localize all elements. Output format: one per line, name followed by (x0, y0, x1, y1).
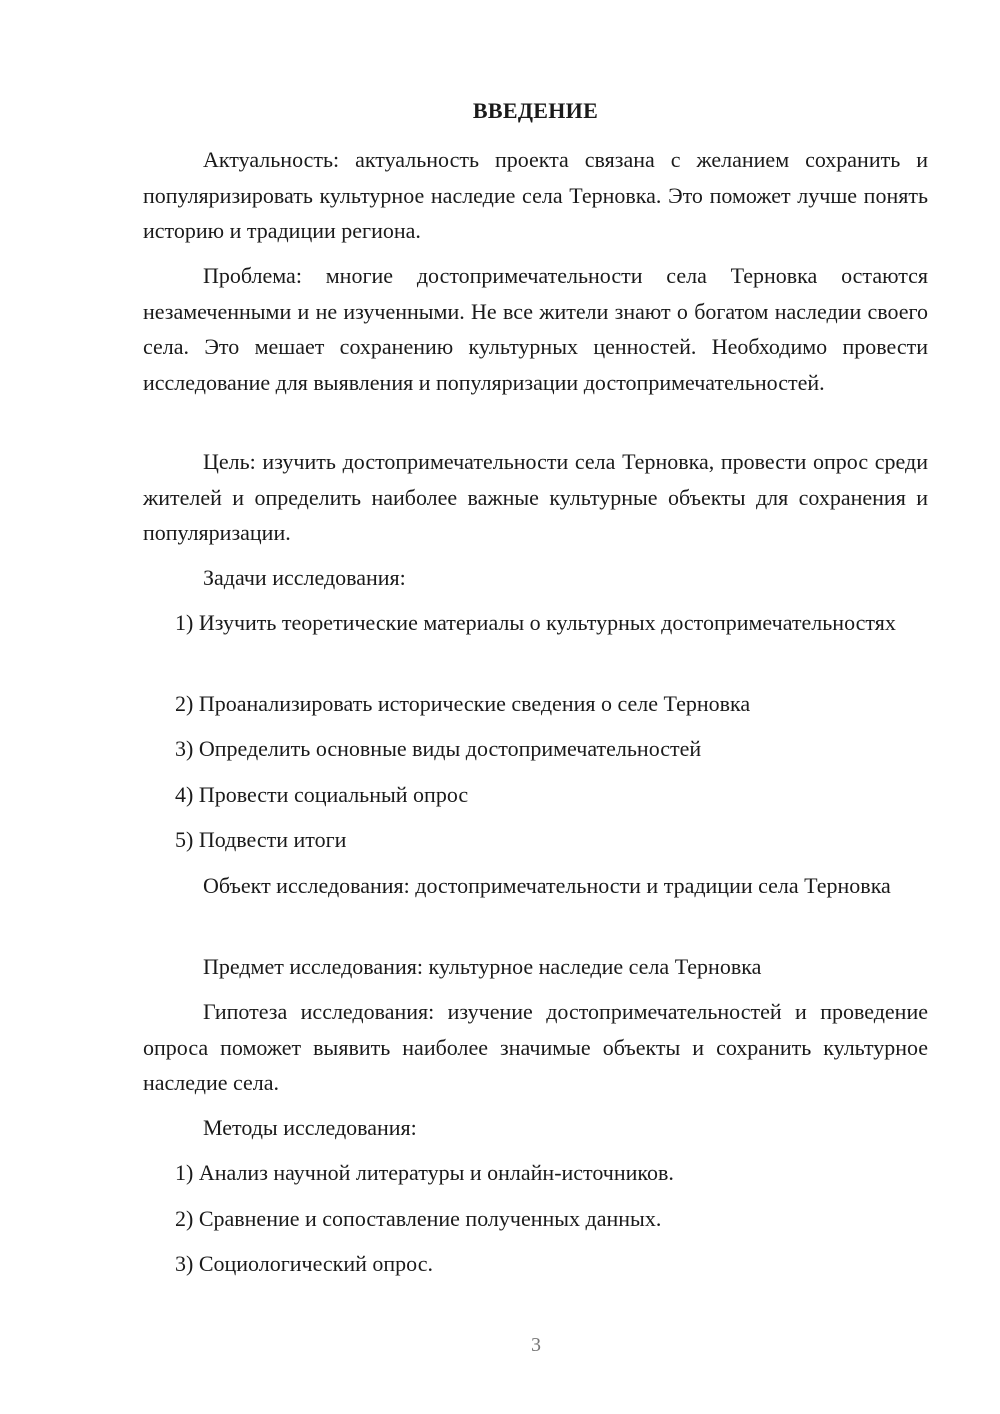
paragraph-subject: Предмет исследования: культурное наследие села Терновка (203, 954, 762, 979)
method-item: 3) Социологический опрос. (175, 1251, 433, 1276)
method-item: 2) Сравнение и сопоставление полученных данных. (175, 1206, 662, 1231)
paragraph-relevance: Актуальность: актуальность проекта связана с желанием сохранить и популяризировать культурное наследие села Терновка. Это поможет лучше понять историю и традиции региона. (143, 147, 928, 243)
task-item: 3) Определить основные виды достопримечательностей (175, 736, 702, 761)
paragraph-hypothesis: Гипотеза исследования: изучение достопримечательностей и проведение опроса поможет выявить наиболее значимые объекты и сохранить культурное наследие села. (143, 999, 928, 1095)
task-item: 1) Изучить теоретические материалы о культурных достопримечательностях (175, 610, 896, 635)
task-item: 5) Подвести итоги (175, 827, 347, 852)
method-item: 1) Анализ научной литературы и онлайн-источников. (175, 1160, 674, 1185)
task-item: 4) Провести социальный опрос (175, 782, 469, 807)
task-item: 2) Проанализировать исторические сведения о селе Терновка (175, 691, 751, 716)
paragraph-object: Объект исследования: достопримечательности и традиции села Терновка (203, 873, 891, 898)
paragraph-goal: Цель: изучить достопримечательности села Терновка, провести опрос среди жителей и определить наиболее важные культурные объекты для сохранения и популяризации. (143, 449, 928, 545)
page-title: ВВЕДЕНИЕ (472, 98, 599, 123)
paragraph-problem: Проблема: многие достопримечательности села Терновка остаются незамеченными и не изученными. Не все жители знают о богатом наследии своего села. Это мешает сохранению культурных ценностей. Необходимо провести исследование для выявления и популяризации достопримечательностей. (143, 263, 928, 395)
tasks-heading: Задачи исследования: (203, 565, 406, 590)
page-number: 3 (531, 1334, 541, 1356)
methods-heading: Методы исследования: (203, 1115, 417, 1140)
